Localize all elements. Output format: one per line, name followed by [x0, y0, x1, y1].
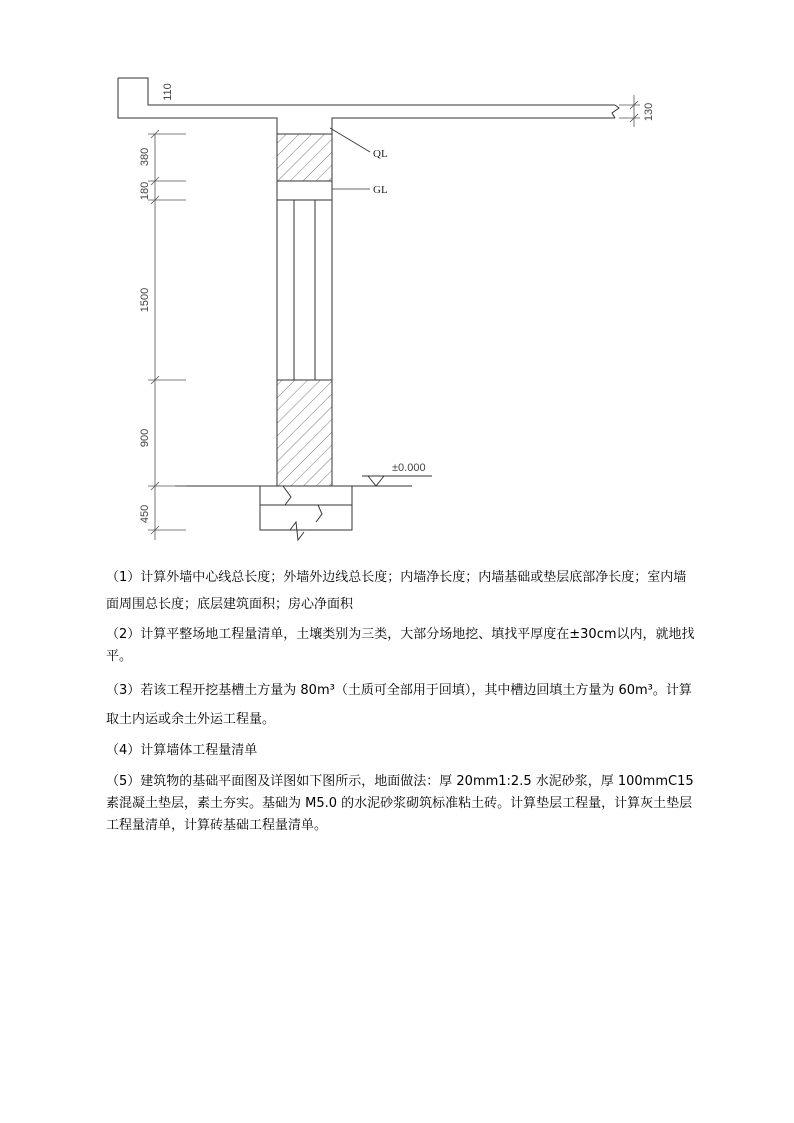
roof-slab: [118, 78, 619, 134]
dim-180-text: 180: [139, 181, 151, 201]
label-gl: GL: [373, 184, 388, 196]
dim-chain-left: [148, 130, 186, 540]
label-ql: QL: [373, 148, 388, 160]
dim-110-text: 110: [162, 83, 174, 101]
dim-1500-text: 1500: [139, 287, 151, 313]
question-1: （1）计算外墙中心线总长度；外墙外边线总长度；内墙净长度；内墙基础或垫层底部净长度；室内墙面周围总长度；底层建筑面积；房心净面积: [106, 570, 687, 612]
dim-right-130-text: 130: [643, 102, 655, 122]
leaders: [330, 128, 370, 189]
wall-section-drawing: [0, 0, 794, 560]
question-5: （5）建筑物的基础平面图及详图如下图所示，地面做法：厚 20mm1:2.5 水泥砂浆，厚 100mmC15 素混凝土垫层，素土夯实。基础为 M5.0 的水泥砂浆砌筑标准粘土砖。计算垫层工程量，计算灰土垫层工程量清单，计算砖基础工程量清单。: [106, 774, 694, 833]
ground-level-text: ±0.000: [392, 462, 426, 474]
dim-380-text: 380: [139, 147, 151, 167]
ground-level-symbol: [362, 476, 432, 486]
question-4: （4）计算墙体工程量清单: [106, 743, 258, 758]
wall: [277, 134, 332, 486]
question-2: （2）计算平整场地工程量清单，土壤类别为三类，大部分场地挖、填找平厚度在±30cm以内，就地找平。: [106, 627, 695, 664]
dim-450-text: 450: [139, 504, 151, 524]
dim-right-130: [619, 95, 640, 127]
question-3: （3）若该工程开挖基槽土方量为 80m³（土质可全部用于回填），其中槽边回填土方量为 60m³。计算取土内运或余土外运工程量。: [106, 683, 692, 727]
foundation: [260, 486, 352, 540]
dim-900-text: 900: [139, 428, 151, 448]
